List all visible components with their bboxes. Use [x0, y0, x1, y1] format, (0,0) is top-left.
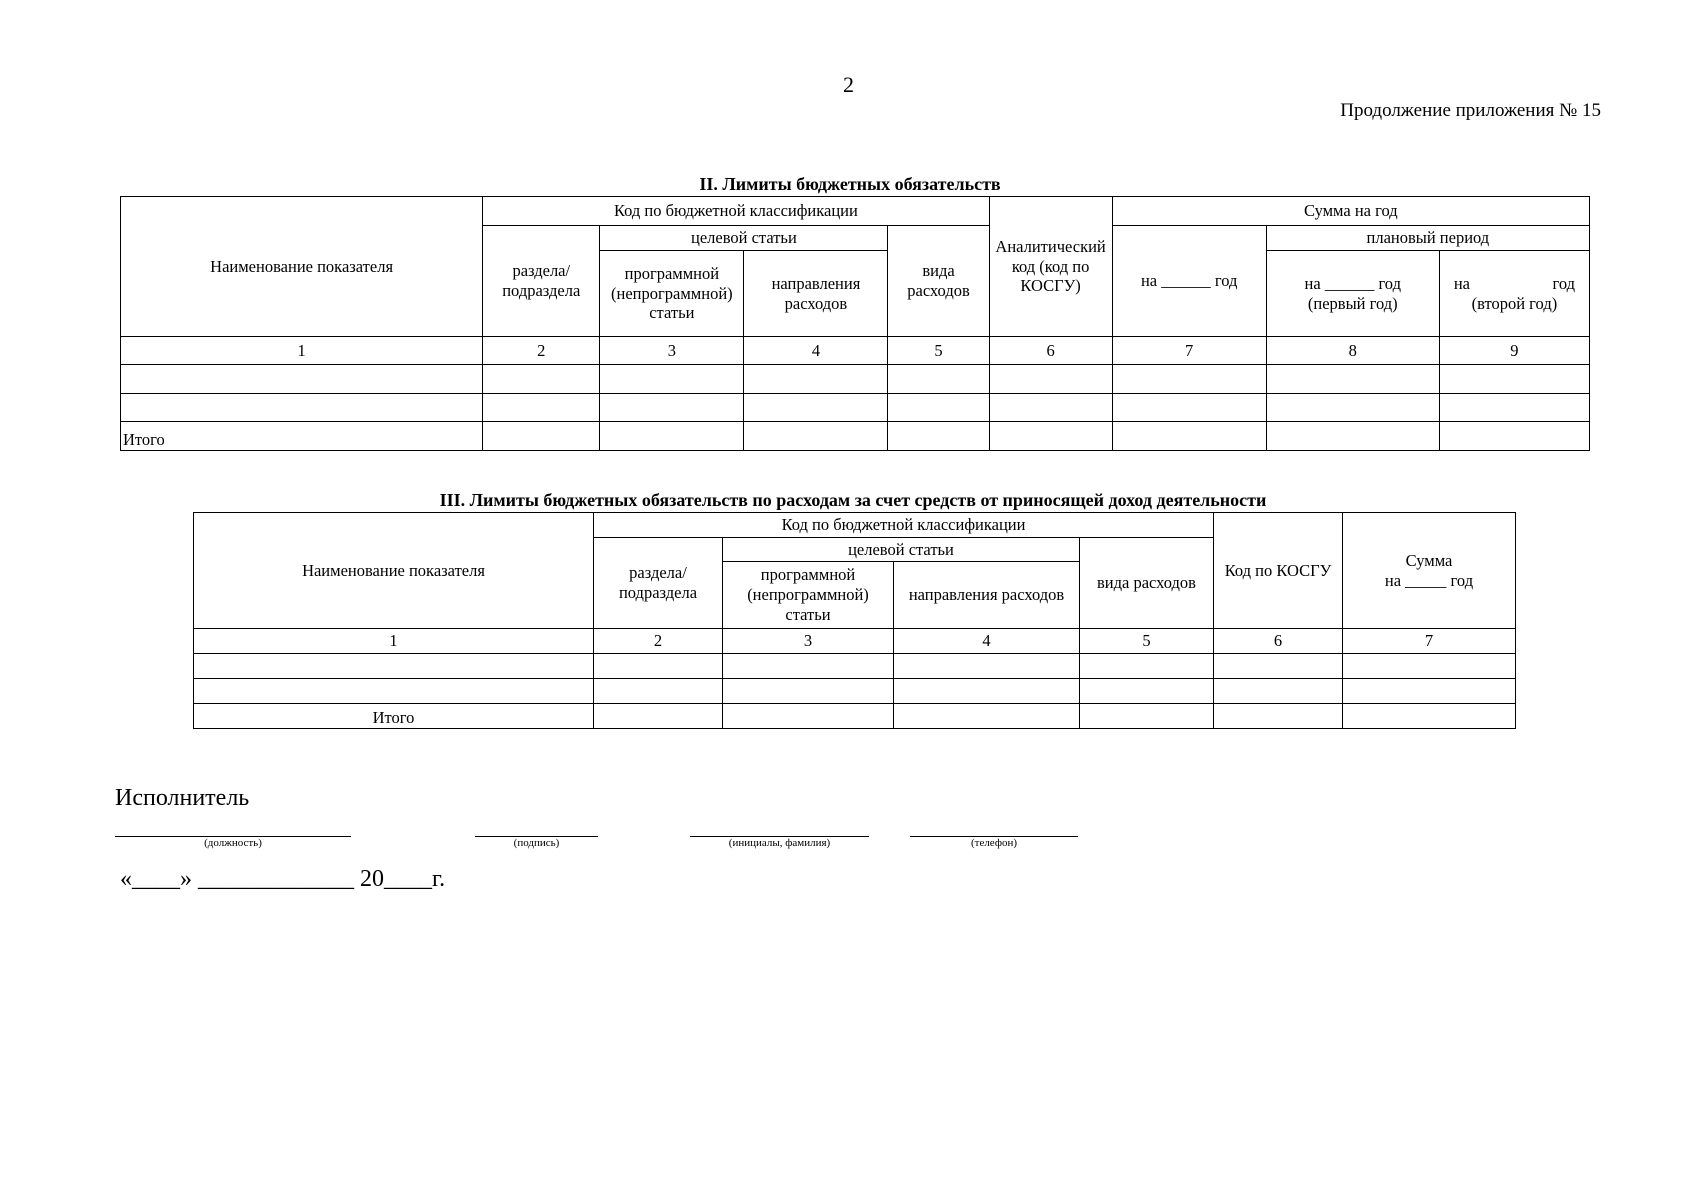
- section-3-table: [193, 512, 1516, 729]
- empty-cell[interactable]: [723, 654, 894, 679]
- total-label: Итого: [194, 704, 594, 729]
- column-number: 7: [1112, 337, 1266, 365]
- section-3-title: III. Лимиты бюджетных обязательств по расходам за счет средств от приносящей доход деятельности: [439, 490, 1267, 510]
- signature-field[interactable]: [475, 836, 598, 849]
- header-for-year: на ______ год: [1112, 226, 1266, 337]
- column-number: 5: [1080, 629, 1214, 654]
- header-annual-sum: Сумма на год: [1112, 197, 1589, 226]
- header-section: раздела/ подраздела: [483, 226, 600, 337]
- header-sum: [1343, 513, 1516, 629]
- total-row: [194, 704, 1516, 729]
- table-row: [121, 394, 1590, 422]
- empty-cell[interactable]: [744, 394, 888, 422]
- empty-cell[interactable]: [1343, 679, 1516, 704]
- column-number: 2: [594, 629, 723, 654]
- empty-cell[interactable]: [1080, 679, 1214, 704]
- second-year-note: (второй год): [1471, 293, 1558, 313]
- empty-cell[interactable]: [1439, 422, 1589, 451]
- first-year-na: на: [1304, 273, 1321, 293]
- header-expense-type: вида расходов: [888, 226, 989, 337]
- empty-cell[interactable]: [1080, 654, 1214, 679]
- header-second-year: [1439, 251, 1589, 337]
- empty-cell[interactable]: [1266, 394, 1439, 422]
- header-budget-code: Код по бюджетной классификации: [483, 197, 989, 226]
- empty-cell[interactable]: [1112, 365, 1266, 394]
- column-number: 7: [1343, 629, 1516, 654]
- column-number: 1: [121, 337, 483, 365]
- empty-cell[interactable]: [483, 394, 600, 422]
- header-program: программной (непрограммной) статьи: [600, 251, 744, 337]
- empty-cell[interactable]: [1266, 422, 1439, 451]
- empty-cell[interactable]: [1112, 422, 1266, 451]
- empty-cell[interactable]: [1439, 365, 1589, 394]
- column-number: 4: [894, 629, 1080, 654]
- first-year-note: (первый год): [1307, 293, 1398, 313]
- section-2-title: II. Лимиты бюджетных обязательств: [699, 174, 1001, 194]
- total-label: Итого: [121, 422, 483, 451]
- name-field[interactable]: [690, 836, 869, 849]
- column-number: 4: [744, 337, 888, 365]
- date-line[interactable]: «____» _____________ 20____г.: [120, 866, 446, 892]
- first-year-god: ______ год: [1324, 273, 1401, 293]
- empty-cell[interactable]: [194, 654, 594, 679]
- column-number: 1: [194, 629, 594, 654]
- empty-cell[interactable]: [888, 394, 989, 422]
- table-row: [194, 679, 1516, 704]
- phone-caption: (телефон): [970, 837, 1018, 849]
- continuation-note: Продолжение приложения № 15: [1340, 100, 1601, 121]
- second-year-god: год: [1552, 273, 1575, 293]
- position-field[interactable]: [115, 836, 351, 849]
- empty-cell[interactable]: [121, 365, 483, 394]
- empty-cell[interactable]: [989, 422, 1112, 451]
- empty-cell[interactable]: [894, 654, 1080, 679]
- empty-cell[interactable]: [1439, 394, 1589, 422]
- sum-year: на _____ год: [1384, 570, 1474, 590]
- header-planning-period: плановый период: [1266, 226, 1589, 251]
- header-target-article: целевой статьи: [600, 226, 888, 251]
- empty-cell[interactable]: [600, 422, 744, 451]
- empty-cell[interactable]: [894, 704, 1080, 729]
- empty-cell[interactable]: [894, 679, 1080, 704]
- page-number: 2: [843, 72, 854, 97]
- empty-cell[interactable]: [483, 365, 600, 394]
- header-direction: направления расходов: [894, 562, 1080, 629]
- empty-cell[interactable]: [594, 679, 723, 704]
- column-number: 9: [1439, 337, 1589, 365]
- total-row: [121, 422, 1590, 451]
- empty-cell[interactable]: [744, 365, 888, 394]
- empty-cell[interactable]: [723, 679, 894, 704]
- column-number: 3: [723, 629, 894, 654]
- header-analytic-code: Аналитический код (код по КОСГУ): [989, 197, 1112, 337]
- empty-cell[interactable]: [594, 704, 723, 729]
- empty-cell[interactable]: [1214, 679, 1343, 704]
- column-number: 6: [1214, 629, 1343, 654]
- empty-cell[interactable]: [121, 394, 483, 422]
- empty-cell[interactable]: [888, 422, 989, 451]
- table-row: [194, 654, 1516, 679]
- empty-cell[interactable]: [888, 365, 989, 394]
- header-section: раздела/ подраздела: [594, 538, 723, 629]
- executor-label: Исполнитель: [115, 785, 250, 811]
- empty-cell[interactable]: [1214, 704, 1343, 729]
- header-first-year: [1266, 251, 1439, 337]
- empty-cell[interactable]: [989, 365, 1112, 394]
- position-caption: (должность): [204, 837, 262, 849]
- column-number: 8: [1266, 337, 1439, 365]
- header-target-article: целевой статьи: [723, 538, 1080, 562]
- empty-cell[interactable]: [744, 422, 888, 451]
- header-kosgu: Код по КОСГУ: [1214, 513, 1343, 629]
- section-2-table: [120, 196, 1590, 451]
- header-expense-type: вида расходов: [1080, 538, 1214, 629]
- signature-caption: (подпись): [513, 837, 560, 849]
- second-year-na: на: [1453, 273, 1470, 293]
- empty-cell[interactable]: [194, 679, 594, 704]
- empty-cell[interactable]: [1343, 704, 1516, 729]
- empty-cell[interactable]: [1080, 704, 1214, 729]
- empty-cell[interactable]: [600, 394, 744, 422]
- empty-cell[interactable]: [1343, 654, 1516, 679]
- header-indicator-name: Наименование показателя: [194, 513, 594, 629]
- name-caption: (инициалы, фамилия): [728, 837, 831, 849]
- empty-cell[interactable]: [1112, 394, 1266, 422]
- empty-cell[interactable]: [594, 654, 723, 679]
- empty-cell[interactable]: [723, 704, 894, 729]
- column-number: 6: [989, 337, 1112, 365]
- phone-field[interactable]: [910, 836, 1078, 849]
- column-number: 2: [483, 337, 600, 365]
- header-program: программной (непрограммной) статьи: [723, 562, 894, 629]
- empty-cell[interactable]: [989, 394, 1112, 422]
- column-number: 5: [888, 337, 989, 365]
- empty-cell[interactable]: [483, 422, 600, 451]
- sum-label: Сумма: [1405, 550, 1453, 570]
- empty-cell[interactable]: [600, 365, 744, 394]
- empty-cell[interactable]: [1266, 365, 1439, 394]
- header-budget-code: Код по бюджетной классификации: [594, 513, 1214, 538]
- header-direction: направления расходов: [744, 251, 888, 337]
- table-row: [121, 365, 1590, 394]
- header-indicator-name: Наименование показателя: [121, 197, 483, 337]
- empty-cell[interactable]: [1214, 654, 1343, 679]
- column-number: 3: [600, 337, 744, 365]
